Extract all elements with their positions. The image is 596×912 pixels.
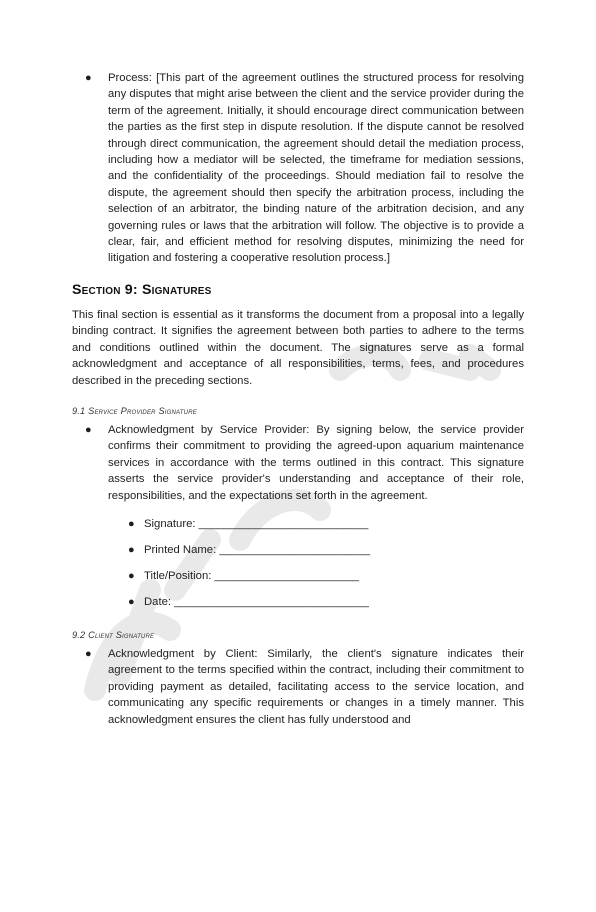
date-field — [72, 594, 524, 620]
subsection-heading-provider: 9.1 Service Provider Signature — [72, 405, 197, 416]
signature-line: Signature: ___________________________ — [144, 517, 369, 530]
client-acknowledgment-text: Acknowledgment by Client: Similarly, the client's signature indicates their agreement to the terms specified within the contract, including their commitment to providing payment as detailed, facilitating access to the service location, and communicating any specific requirements or changes in a timely manner. This acknowledgment ensures the client has fully understood and — [108, 647, 524, 726]
section-intro: This final section is essential as it transforms the document from a proposal into a legally binding contract. It signifies the agreement between both parties to adhere to the terms and conditions outlined within the document. The signatures serve as a formal acknowledgment and acceptance of all responsibilities, terms, fees, and procedures described in the preceding sections. — [72, 308, 524, 387]
process-bullet — [72, 70, 524, 267]
bullet-icon: ● — [128, 543, 135, 556]
printed-name-field — [72, 542, 524, 568]
bullet-icon: ● — [85, 72, 92, 84]
bullet-icon: ● — [128, 569, 135, 582]
subsection-heading-client: 9.2 Client Signature — [72, 629, 155, 640]
printed-name-line: Printed Name: ________________________ — [144, 543, 371, 556]
section-heading: Section 9: Signatures — [72, 281, 212, 298]
title-position-line: Title/Position: _______________________ — [144, 569, 360, 582]
bullet-icon: ● — [128, 517, 135, 530]
provider-acknowledgment — [72, 422, 524, 504]
title-position-field — [72, 568, 524, 594]
process-text: Process: [This part of the agreement outlines the structured process for resolving any disputes that might arise between the client and the service provider during the term of the agreement. Initially, it should encourage direct communication between the parties as the first step in dispute resolution. If the dispute cannot be resolved through direct communication, the agreement should detail the mediation process, including how a mediator will be selected, the timeframe for mediation sessions, and the confidentiality of the proceedings. Should mediation fail to resolve the dispute, the agreement should then specify the arbitration process, including the selection of an arbitrator, the binding nature of the arbitration decision, and any governing rules or laws that the arbitration will follow. The objective is to provide a clear, fair, and efficient method for resolving disputes, minimizing the need for litigation and fostering a cooperative resolution process.] — [108, 72, 524, 265]
signature-field — [72, 516, 524, 542]
date-line: Date: _______________________________ — [144, 595, 369, 608]
client-acknowledgment — [72, 646, 524, 728]
provider-acknowledgment-text: Acknowledgment by Service Provider: By signing below, the service provider confirms their commitment to providing the agreed-upon aquarium maintenance services in accordance with the terms outlined in this contract. This signature asserts the service provider's understanding and acceptance of their role, responsibilities, and the expectations set forth in the agreement. — [108, 423, 524, 502]
bullet-icon: ● — [85, 423, 92, 436]
signature-fields — [72, 516, 524, 620]
bullet-icon: ● — [85, 647, 92, 660]
bullet-icon: ● — [128, 595, 135, 608]
